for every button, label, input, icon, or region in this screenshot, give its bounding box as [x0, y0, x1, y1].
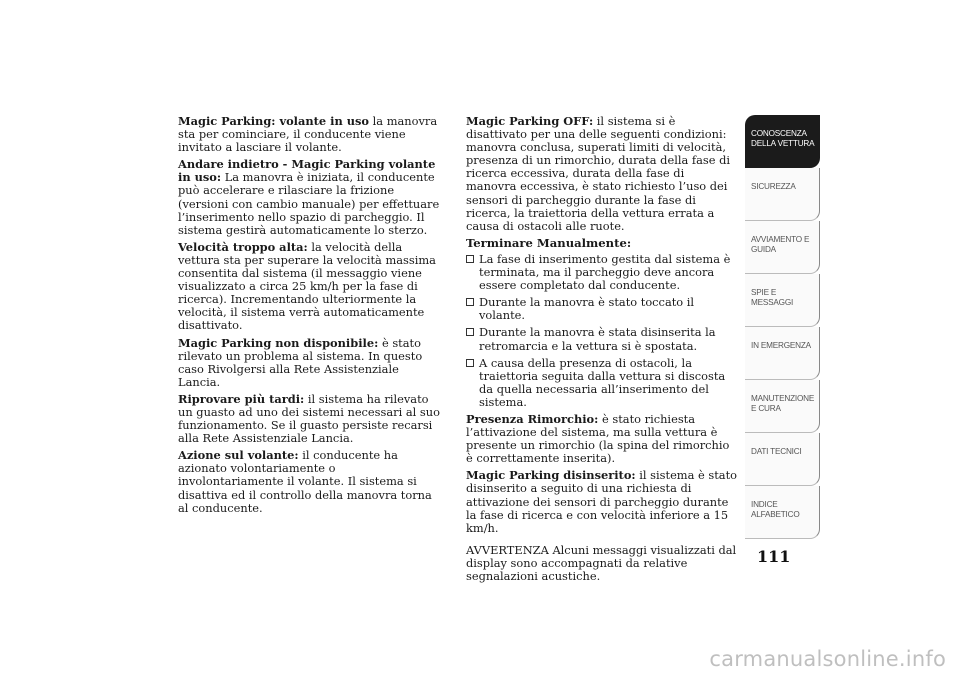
tab-avviamento-e-guida[interactable]: AVVIAMENTO E GUIDA: [745, 221, 820, 274]
warning-note: AVVERTENZA Alcuni messaggi visualizzati dal display sono accompagnati da relative segnalazioni acustiche.: [466, 542, 737, 583]
paragraph-disinserito: Magic Parking disinserito: il sistema è stato disinserito a seguito di una richiesta di attivazione dei sensori di parcheggio durante la fase di ricerca e con velocità inferiore a 15 km/h.: [466, 468, 738, 535]
heading-terminare-manualmente: Terminare Manualmente:: [466, 235, 632, 250]
tab-dati-tecnici[interactable]: DATI TECNICI: [745, 433, 820, 486]
right-column: [466, 115, 738, 587]
left-column: [178, 115, 440, 519]
list-item: Durante la manovra è stata disinserita la retromarcia e la vettura si è spostata.: [466, 326, 738, 352]
list-item: Durante la manovra è stato toccato il volante.: [466, 296, 738, 322]
tab-manutenzione-e-cura[interactable]: MANUTENZIONE E CURA: [745, 380, 820, 433]
checkbox-bullet-icon: [466, 298, 474, 306]
tab-indice-alfabetico[interactable]: INDICE ALFABETICO: [745, 486, 820, 539]
tab-spie-e-messaggi[interactable]: SPIE E MESSAGGI: [745, 274, 820, 327]
paragraph-riprovare: Riprovare più tardi: il sistema ha rilevato un guasto ad uno dei sistemi necessari al suo funzionamento. Se il guasto persiste recarsi alla Rete Assistenziale Lancia.: [178, 391, 440, 446]
paragraph-azione-volante: Azione sul volante: il conducente ha azionato volontariamente o involontariamente il volante. Il sistema si disattiva ed il controllo della manovra torna al conducente.: [178, 448, 432, 515]
checkbox-bullet-icon: [466, 359, 474, 367]
section-tabs: [745, 115, 820, 539]
checkbox-bullet-icon: [466, 328, 474, 336]
paragraph-magic-parking-off: Magic Parking OFF: il sistema si è disattivato per una delle seguenti condizioni: manovra conclusa, superati limiti di velocità, presenza di un rimorchio, durata della fase di ricerca eccessiva, durata della fase di manovra eccessiva, è stato richiesto l’uso dei sensori di parcheggio durante la fase di ricerca, la traiettoria della vettura errata a causa di ostacoli alle ruote.: [466, 114, 731, 233]
checkbox-bullet-icon: [466, 255, 474, 263]
tab-conoscenza-della-vettura[interactable]: CONOSCENZA DELLA VETTURA: [745, 115, 820, 168]
tab-in-emergenza[interactable]: IN EMERGENZA: [745, 327, 820, 380]
page-number: 111: [757, 547, 791, 566]
paragraph-velocita-alta: Velocità troppo alta: la velocità della vettura sta per superare la velocità massima consentita dal sistema (il messaggio viene visualizzato a circa 25 km/h per la fase di ricerca). Incrementando ulteriormente la velocità, il sistema verrà automaticamente disattivato.: [178, 239, 436, 333]
paragraph-andare-indietro: Andare indietro - Magic Parking volante in uso: La manovra è iniziata, il conducente può accelerare e rilasciare la frizione (versioni con cambio manuale) per effettuare l’inserimento nello spazio di parcheggio. Il sistema gestirà automaticamente lo sterzo.: [178, 157, 440, 237]
list-item: A causa della presenza di ostacoli, la traiettoria seguita dalla vettura si discosta da quella necessaria all’inserimento del sistema.: [466, 357, 738, 409]
paragraph-non-disponibile: Magic Parking non disponibile: è stato rilevato un problema al sistema. In questo caso Rivolgersi alla Rete Assistenziale Lancia.: [178, 335, 423, 389]
list-item: La fase di inserimento gestita dal sistema è terminata, ma il parcheggio deve ancora essere completato dal conducente.: [466, 253, 738, 292]
watermark: carmanualsonline.info: [709, 647, 946, 671]
paragraph-volante-in-uso: Magic Parking: volante in uso la manovra sta per cominciare, il conducente viene invitato a lasciare il volante.: [178, 114, 438, 155]
tab-sicurezza[interactable]: SICUREZZA: [745, 168, 820, 221]
bullet-list: [466, 253, 738, 409]
paragraph-presenza-rimorchio: Presenza Rimorchio: è stato richiesta l’attivazione del sistema, ma sulla vettura è presente un rimorchio (la spina del rimorchio è correttamente inserita).: [466, 411, 730, 466]
